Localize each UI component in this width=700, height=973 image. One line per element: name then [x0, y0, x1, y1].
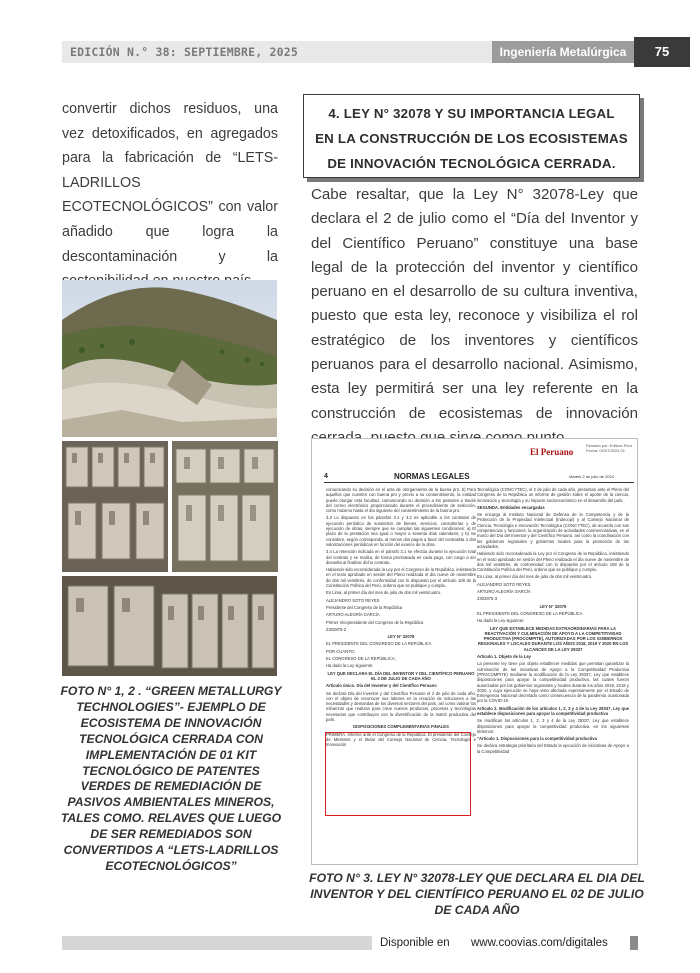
newspaper-date: Martes 2 de julio de 2024 [569, 474, 614, 479]
section-title-line-2: EN LA CONSTRUCCIÓN DE LOS ECOSISTEMAS [315, 131, 628, 146]
newspaper-section: NORMAS LEGALES [394, 472, 470, 481]
np-text: ALEJANDRO SOTO REYES [326, 597, 380, 603]
np-text: 3.4 La retención indicada en el párrafo 3.1 se efectúa durante la ejecución total del contrato y se realiza, de forma prorrateada en cada pago, con cargo a ser devuelta al finalizar dicho contrato. [326, 549, 476, 565]
newspaper-left-column [326, 487, 476, 749]
np-text: Presidente del Congreso de la República [326, 604, 403, 610]
np-text: La presente ley tiene por objeto establecer medidas que permitan garantizar la culminación de las iniciativas de Apoyo a la Competitividad Productiva (PROCOMPITE) mediante la modificación de la Ley 29337, Ley que establece disposiciones para apoyar la competitividad productiva, las cuales fueron autorizadas por los gobiernos regionales y locales durante los años 2018, 2019 y 2020, y cuya ejecución se haya visto afectada expresamente por el Estado de Emergencia Nacional decretado como consecuencia de la pandemia ocasionada por la COVID-19. [477, 661, 629, 704]
np-text: EL PRESIDENTE DEL CONGRESO DE LA REPÚBLICA [477, 610, 583, 616]
np-heading: DISPOSICIONES COMPLEMENTARIAS FINALES [353, 724, 449, 730]
section-title-line-1: 4. LEY N° 32078 Y SU IMPORTANCIA LEGAL [328, 106, 615, 121]
signature-meta: Firmado por: Editora Perú Fecha: 02/07/2024 01 [586, 443, 633, 453]
np-text: ARTURO ALEGRÍA GARCÍA [326, 612, 380, 618]
section-title-box [303, 94, 640, 178]
newspaper-header [324, 473, 634, 483]
np-article: Artículo único. Día del Inventor y del Científico Peruano [326, 683, 437, 689]
np-text: comunicando su decisión en el acta de otorgamiento de la buena pro. b) Para aquellos que cuenten con buena pro y previo a su consentimiento, la entidad puede otorgar esta facultad, comunicando su decisión a los postores a través del correo electrónico proporcionado durante el procedimiento de selección, como máximo hasta el día siguiente del consentimiento de la buena pro. [326, 487, 476, 514]
np-text: POR CUANTO: [326, 648, 356, 654]
newspaper-right-column [477, 487, 629, 756]
np-heading: SEGUNDA. Entidades encargadas [477, 504, 545, 510]
np-text: Se modifican los artículos 1, 2, 3 y 4 de la Ley 29337, Ley que establece disposiciones para apoyar la competitividad productiva, en los siguientes términos: [477, 718, 629, 734]
edition-label: EDICIÓN N.° 38: SEPTIEMBRE, 2025 [70, 45, 298, 59]
np-text: Primer Vicepresidente del Congreso de la República [326, 619, 424, 625]
np-text: EL CONGRESO DE LA REPÚBLICA; [326, 656, 396, 662]
footer-marker [630, 936, 638, 950]
np-text: PRIMERA. Informe ante el Congreso de la República. El presidente del Consejo de Ministros y el titular del Consejo Nacional de Ciencia, Tecnología e Innovación [326, 731, 476, 748]
photo-caption: FOTO N° 1, 2 . “GREEN METALLURGY TECHNOLOGIES”- EJEMPLO DE ECOSISTEMA DE INNOVACIÓN TECNOLÓGICA CERRADA CON IMPLEMENTACIÓN DE 01 KIT TECNOLÓGICO DE PATENTES VERDES DE REMEDIACIÓN DE PASIVOS AMBIENTALES MINEROS, TALES COMO. RELAVES QUE LUEGO DE SER REMEDIADOS SON CONVERTIDOS A “LETS-LADRILLOS ECOTECNOLÓGICOS” [60, 684, 282, 873]
footer-label: Disponible en [380, 937, 450, 949]
section-title-line-3: DE INNOVACIÓN TECNOLÓGICA CERRADA. [327, 156, 616, 171]
section-label: Ingeniería Metalúrgica [492, 41, 634, 63]
np-article: "Artículo 1. Disposiciones para la competitividad productiva [477, 736, 597, 742]
np-article: Artículo 1. Objeto de la Ley [477, 654, 531, 660]
np-text: ALEJANDRO SOTO REYES [477, 581, 531, 587]
np-text: ARTURO ALEGRÍA GARCÍA [477, 589, 531, 595]
np-text: Tecnológica (CONCYTEC), el 2 de julio de cada año, presentan ante el Pleno del Congreso de la República un informe de gestión sobre el aporte de la ciencia, innovación y tecnología y su impacto socioeconómico en el desarrollo del país. [477, 487, 629, 503]
photo-bricks-left [62, 441, 168, 572]
np-text: En Lima, al primer día del mes de julio de dos mil veinticuatro. [326, 590, 442, 596]
np-text: 2302875-3 [477, 596, 498, 602]
np-text: Habiendo sido reconsiderada la Ley por el Congreso de la República, insistiendo en el texto aprobado en sesión del Pleno realizada el día nueve de noviembre de dos mil veintitrés, de conformidad con lo dispuesto por el artículo 108 de la Constitución Política del Perú, ordeno que se publique y cumpla. [477, 551, 629, 573]
photo-brick-stack [62, 576, 277, 676]
left-column-paragraph: convertir dichos residuos, una vez detoxificados, en agregados para la fabricación de “LETS-LADRILLOS ECOTECNOLÓGICOS” con valor añadido que logra la descontaminación y la [62, 101, 278, 265]
newspaper-page: 4 [324, 473, 328, 480]
photo-bricks-right [172, 441, 278, 572]
np-text: Habiendo sido reconsiderada la Ley por el Congreso de la República, insistiendo en el texto aprobado en sesión del Pleno realizada el día nueve de noviembre de dos mil veintitrés, de conformidad con lo dispuesto por el artículo 108 de la Constitución Política del Perú, ordeno que se publique y cumpla. [326, 567, 476, 589]
section-paragraph: Cabe resaltar, que la Ley N° 32078-Ley que declara el 2 de julio como el “Día del Inventor y del Científico Peruano” constituye una base legal de la protección del inventor y científico peruano en el desarrollo de su cultura inventiva, puesto que esta ley, reconoce y visibiliza el rol estratégico de los inventores y científicos peruanos para el desarrollo nacional. Asimismo, esta ley permitirá ser una ley referente en la construcción de ecosistemas de innovación [311, 186, 638, 422]
photo-hillside-tailings [62, 280, 277, 437]
el-peruano-logo: El Peruano [530, 447, 574, 457]
newspaper-caption: FOTO N° 3. LEY N° 32078-LEY QUE DECLARA EL DIA DEL INVENTOR Y DEL CIENTÍFICO PERUANO EL 02 DE JULIO DE CADA AÑO [309, 871, 645, 917]
np-article: Artículo 2. Modificación de los artículos 1, 2, 3 y 4 de la Ley 29337, Ley que establece disposiciones para apoyar la competitividad productiva [477, 705, 629, 716]
np-text: 3.3 Lo dispuesto en los párrafos 3.1 y 3.2 es aplicable a los contratos de ejecución periódica de suministro de bienes, servicios, consultorías y de ejecución de obras, siempre que se cumplan las siguientes condiciones: a) El plazo de la prestación sea igual o mayor a sesenta días calendario; y b) Se considere, según corresponda, al menos dos pagos a favor del contratista o dos valorizaciones periódicas en función del avance de la obra. [326, 515, 476, 547]
np-text: Se declara estrategia prioritaria del Estado la ejecución de iniciativas de Apoyo a la Competitividad [477, 743, 629, 754]
np-text: 2302875-2 [326, 626, 347, 632]
footer-bar [62, 936, 372, 950]
newspaper-top [312, 439, 637, 465]
newspaper-clipping [311, 438, 638, 865]
np-text: Se encarga al Instituto Nacional de Defensa de la Competencia y de la Protección de la Propiedad Intelectual (Indecopi) y al Consejo Nacional de Ciencia, Tecnología e Innovación Tecnológica (CONCYTEC), de acuerdo con sus competencias y funciones, la organización de actividades conmemorativas, en el marco del Día del Inventor y del Científico Peruano, así como la coordinación con los gobiernos regionales y gobiernos locales para la promoción de las actividades. [477, 512, 629, 549]
np-law-title: LEY QUE ESTABLECE MEDIDAS EXTRAORDINARIAS PARA LA REACTIVACIÓN Y CULMINACIÓN DE APOYO A LA COMPETITIVIDAD PRODUCTIVA (PROCOMPITE), AUTORIZADAS POR LOS GOBIERNOS REGIONALES Y LOCALES DURANTE LOS AÑOS 2018, 2019 Y 2020 EN LOS ALCANCES DE LA LEY 29337 [477, 625, 629, 652]
np-law-number: LEY N° 32078 [387, 634, 415, 640]
law-32078-highlight [325, 732, 471, 816]
np-text: Ha dado la Ley siguiente: [477, 618, 525, 624]
np-law-title: LEY QUE DECLARA EL DÍA DEL INVENTOR Y DEL CIENTÍFICO PERUANO EL 2 DE JULIO DE CADA AÑO [327, 670, 475, 681]
np-law-number: LEY N° 32079 [539, 603, 567, 609]
np-text: Se declara Día del Inventor y del Científico Peruano el 2 de julio de cada año, con el objeto de reconocer sus labores en la creación de soluciones a las necesidades y demandas de los diversos sectores del país, así como valorar los esfuerzos que realizan para crear nuevos productos, procesos y tecnologías necesarios que contribuyen con la diversificación de la matriz productiva del país. [326, 690, 476, 722]
page-number: 75 [634, 37, 690, 67]
np-text: Ha dado la Ley siguiente: [326, 663, 374, 669]
np-text: EL PRESIDENTE DEL CONGRESO DE LA REPÚBLICA [326, 641, 432, 647]
footer-url-link[interactable]: www.coovias.com/digitales [471, 937, 608, 949]
np-text: En Lima, al primer día del mes de julio de dos mil veinticuatro. [477, 574, 593, 580]
